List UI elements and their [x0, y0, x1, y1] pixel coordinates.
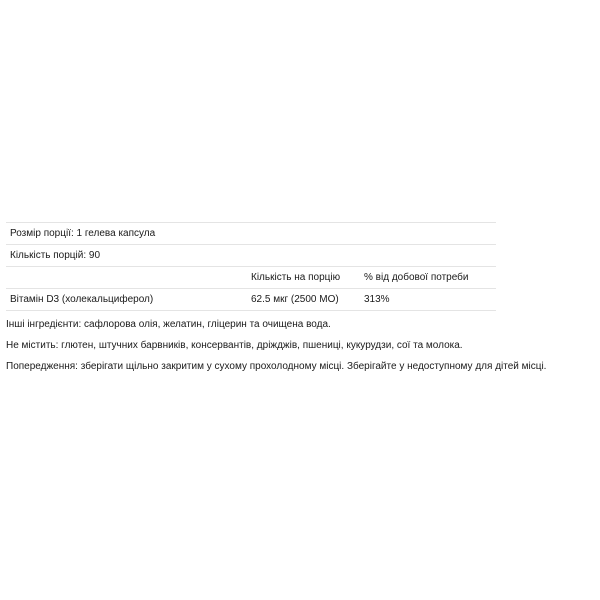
- servings-count-row: [6, 245, 496, 267]
- servings-count-text: Кількість порцій: 90: [6, 245, 496, 267]
- free-of-text: Не містить: глютен, штучних барвників, консервантів, дріжджів, пшениці, кукурудзи, сої та молока.: [6, 340, 463, 351]
- table-header-row: [6, 267, 496, 289]
- nutrient-amount: 62.5 мкг (2500 МО): [247, 289, 360, 311]
- other-ingredients-text: Інші інгредієнти: сафлорова олія, желатин, гліцерин та очищена вода.: [6, 319, 331, 330]
- warning-text: Попередження: зберігати щільно закритим у сухому прохолодному місці. Зберігайте у недоступному для дітей місці.: [6, 361, 547, 372]
- header-empty-cell: [6, 267, 247, 289]
- table-row: [6, 289, 496, 311]
- header-daily-value: % від добової потреби: [360, 267, 496, 289]
- serving-size-row: [6, 223, 496, 245]
- nutrient-name: Вітамін D3 (холекальциферол): [6, 289, 247, 311]
- serving-size-text: Розмір порції: 1 гелева капсула: [6, 223, 496, 245]
- header-amount: Кількість на порцію: [247, 267, 360, 289]
- supplement-facts-table: [6, 222, 496, 311]
- nutrient-daily-value: 313%: [360, 289, 496, 311]
- supplement-notes: [6, 318, 596, 381]
